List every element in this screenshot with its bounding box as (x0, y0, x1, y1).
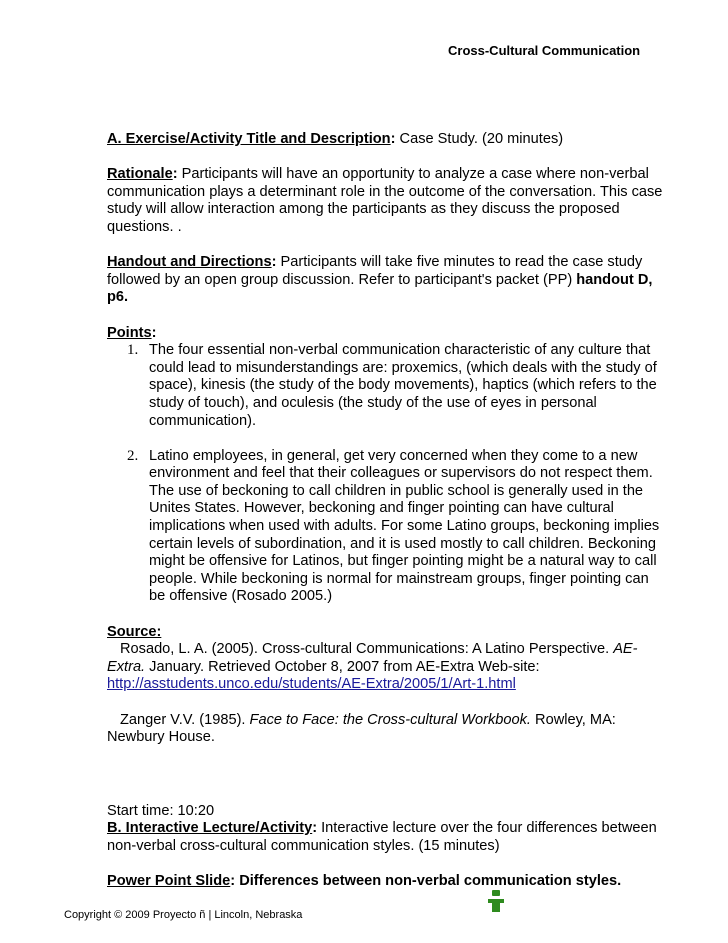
spacer (107, 606, 667, 624)
list-item (107, 448, 667, 606)
list-item (107, 342, 667, 430)
source-link[interactable]: http://asstudents.unco.edu/students/AE-Extra/2005/1/Art-1.html (107, 676, 516, 693)
list-item-text: Latino employees, in general, get very concerned when they come to a new environment and feel that their colleagues or supervisors do not respect them. The use of beckoning to call children in public school is generally used in the Unites States. However, beckoning and finger pointing can have cultural implications when used with adults. For some Latino groups, beckoning implies certain levels of subordination, and it is used mostly to call children. Beckoning might be offensive for Latinos, but finger pointing might be a natural way to call people. While beckoning is normal for mainstream groups, finger pointing can be offensive (Rosado 2005.) (149, 447, 660, 605)
section-a-heading: A. Exercise/Activity Title and Description (107, 131, 391, 147)
reference-1-italic: AE-Extra. (107, 641, 638, 675)
source-label: Source: (107, 623, 162, 640)
reference-2-text-2: Rowley, MA: Newbury House. (107, 711, 616, 746)
spacer (107, 237, 667, 255)
section-a-text: Case Study. (20 minutes) (395, 131, 564, 147)
reference-1-text: Rosado, L. A. (2005). Cross-cultural Communications: A Latino Perspective. (120, 641, 614, 658)
spacer (107, 307, 667, 325)
reference-1-text-2: January. Retrieved October 8, 2007 from AE-Extra Web-site: (145, 658, 540, 675)
handout-reference: handout D, p6. (107, 271, 653, 306)
footer-copyright: Copyright © 2009 Proyecto ñ | Lincoln, Nebraska (64, 909, 303, 921)
source-link-line (107, 676, 667, 694)
handout-colon: : (271, 254, 277, 271)
powerpoint-label: Power Point Slide (107, 873, 231, 890)
proyecto-logo-icon (486, 890, 506, 914)
rationale-text: Participants will have an opportunity to analyze a case where non-verbal communication plays a determinant role in the outcome of the conversation. This case study will allow interaction among the participants as they discuss the proposed questions. . (107, 166, 663, 235)
handout-label: Handout and Directions (107, 254, 272, 271)
section-b-heading: B. Interactive Lecture/Activity (107, 820, 313, 837)
source-reference-1 (107, 641, 667, 676)
spacer (107, 747, 667, 803)
section-b-text: Interactive lecture over the four differences between non-verbal cross-cultural communication styles. (15 minutes) (107, 820, 657, 854)
start-time: Start time: 10:20 (107, 802, 215, 819)
document-body (107, 131, 667, 891)
section-a-colon: : (390, 131, 396, 147)
handout-paragraph (107, 254, 667, 307)
reference-2-italic: Face to Face: the Cross-cultural Workbook. (249, 711, 531, 728)
spacer (107, 856, 667, 874)
reference-2-text: Zanger V.V. (1985). (120, 711, 250, 728)
source-heading (107, 624, 667, 642)
section-b-colon: : (312, 820, 318, 837)
spacer (107, 694, 667, 712)
points-colon: : (151, 324, 157, 341)
spacer (107, 149, 667, 167)
handout-text: Participants will take five minutes to read the case study followed by an open group discussion. Refer to participant's packet (PP) (107, 254, 643, 288)
source-reference-2 (107, 712, 667, 747)
points-label: Points (107, 324, 152, 341)
page-header-title: Cross-Cultural Communication (448, 43, 641, 58)
section-b-paragraph (107, 820, 667, 855)
section-a-paragraph (107, 131, 667, 149)
points-list (107, 342, 667, 606)
list-item-text: The four essential non-verbal communication characteristic of any culture that could lead to misunderstandings are: proxemics, (which deals with the study of space), kinesis (the study of the body movements), haptics (which refers to the study of touch), and oculesis (the study of the use of eyes in personal communication). (149, 342, 657, 429)
rationale-colon: : (172, 166, 178, 183)
rationale-label: Rationale (107, 166, 173, 183)
points-heading (107, 325, 667, 343)
powerpoint-paragraph (107, 873, 667, 891)
list-item-number: 2. (127, 447, 139, 464)
list-item-number: 1. (127, 342, 139, 359)
powerpoint-colon: : (230, 873, 236, 890)
rationale-paragraph (107, 166, 667, 236)
powerpoint-text: Differences between non-verbal communication styles. (235, 873, 622, 890)
